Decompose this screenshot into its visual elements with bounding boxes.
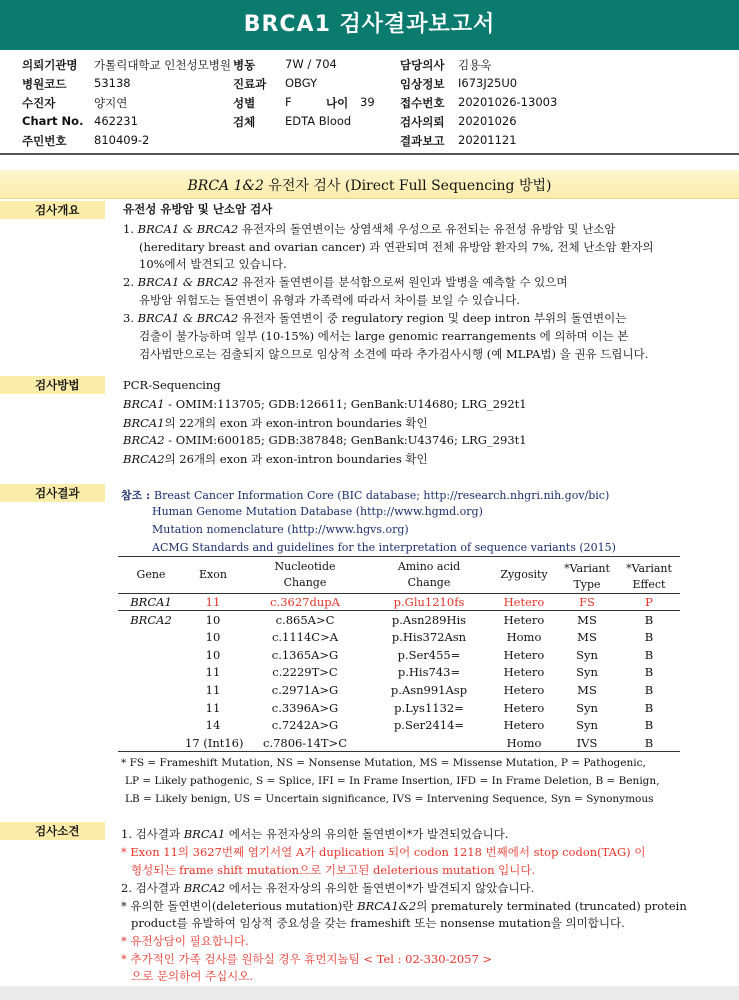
method-line: BRCA2의 26개의 exon 과 exon-intron boundaries 확인 [123, 452, 428, 466]
cell-nuc: c.2229T>C [272, 665, 338, 680]
info-label: 검사의뢰 [400, 115, 445, 129]
specimen-value: EDTA Blood [285, 114, 352, 128]
cell-aa: p.His372Asn [391, 630, 467, 645]
opinion-line: product를 유발하여 임상적 중요성을 갖는 frameshift 또는 nonsense mutation을 의미합니다. [131, 916, 625, 930]
col-header-exon: Exon [199, 568, 227, 581]
cell-nuc: c.3627dupA [270, 595, 340, 609]
cell-type: Syn [576, 665, 598, 680]
overview-line: 검사법만으로는 검출되지 않으므로 임상적 소견에 따라 추가검사시행 (예 MLPA법) 을 권유 드립니다. [139, 347, 649, 361]
cell-type: FS [579, 595, 595, 609]
cell-nuc: c.2971A>G [271, 683, 339, 697]
cell-gene: BRCA2 [130, 612, 172, 627]
col-header-amino-acid: Amino acid Change [397, 560, 461, 589]
opinion-line: * 추가적인 가족 검사를 원하실 경우 휴먼지놈팀 < Tel : 02-330-2057 > [121, 952, 493, 966]
footnote-line: LB = Likely benign, US = Uncertain significance, IVS = Intervening Sequence, Syn = Synonymous [125, 793, 654, 805]
table-bottom-rule [118, 751, 680, 752]
method-line: PCR-Sequencing [123, 378, 221, 392]
page-bottom-band [0, 986, 739, 1000]
method-title-italic: BRCA 1&2 [187, 178, 264, 194]
reference-line: Human Genome Mutation Database (http://www.hgmd.org) [152, 505, 483, 518]
info-label: 접수번호 [400, 96, 445, 110]
col-header-variant-effect: *Variant Effect [626, 562, 672, 591]
table-top-rule [118, 556, 680, 557]
cell-aa: p.Ser2414= [393, 718, 465, 733]
cell-effect: B [644, 718, 654, 733]
overview-line: 검출이 불가능하며 일부 (10-15%) 에서는 large genomic rearrangements 에 의하며 이는 본 [139, 329, 629, 343]
cell-zyg: Hetero [503, 665, 545, 680]
cell-nuc: c.1114C>A [271, 630, 339, 645]
reference-line: ACMG Standards and guidelines for the interpretation of sequence variants (2015) [152, 541, 616, 554]
overview-line: 2. BRCA1 & BRCA2 유전자 돌연변이를 분석함으로써 원인과 발병을 예측할 수 있으며 [123, 275, 568, 289]
opinion-line: * Exon 11의 3627번째 염기서열 A가 duplication 되어 codon 1218 번째에서 stop codon(TAG) 이 [121, 845, 646, 859]
info-value: 20201026-13003 [458, 95, 558, 109]
age-label: 나이 [326, 96, 349, 110]
cell-type: IVS [576, 735, 598, 750]
cell-exon: 10 [205, 647, 221, 662]
cell-aa: p.Lys1132= [394, 700, 464, 715]
info-value: 양지연 [94, 96, 128, 110]
cell-nuc: c.3396A>G [271, 700, 339, 715]
cell-type: MS [577, 683, 597, 697]
footnote-line: * FS = Frameshift Mutation, NS = Nonsense Mutation, MS = Missense Mutation, P = Pathogenic, [121, 757, 646, 769]
overview-line: 유방암 위험도는 돌연변이 유형과 가족력에 따라서 차이를 보일 수 있습니다. [139, 293, 520, 307]
cell-exon: 11 [205, 595, 221, 609]
overview-line: (hereditary breast and ovarian cancer) 과 연관되며 전체 유방암 환자의 7%, 전체 난소암 환자의 [139, 240, 654, 254]
info-value: 810409-2 [94, 133, 150, 147]
method-title [0, 175, 739, 195]
info-value: 53138 [94, 76, 131, 90]
cell-effect: P [645, 595, 653, 609]
specimen-label: 검체 [233, 115, 256, 129]
reference-line: 참조 : Breast Cancer Information Core (BIC database; http://research.nhgri.nih.gov/bic) [121, 489, 610, 502]
cell-zyg: Hetero [503, 683, 545, 697]
col-header-nucleotide: Nucleotide Change [274, 560, 336, 589]
cell-type: Syn [576, 647, 598, 662]
opinion-line: * 유의한 돌연변이(deleterious mutation)란 BRCA1&2의 prematurely terminated (truncated) protein [121, 899, 687, 913]
dept-value: OBGY [285, 76, 318, 90]
table-header-rule [118, 593, 680, 594]
opinion-line: * 유전상담이 필요합니다. [121, 934, 249, 948]
cell-zyg: Hetero [503, 647, 545, 662]
section-label-result: 검사결과 [0, 484, 105, 502]
cell-aa: p.Asn991Asp [390, 683, 468, 697]
cell-nuc: c.865A>C [275, 612, 335, 627]
cell-aa: p.Asn289His [391, 612, 467, 627]
cell-nuc: c.7806-14T>C [263, 735, 347, 750]
opinion-line: 2. 검사결과 BRCA2 에서는 유전자상의 유의한 돌연변이*가 발견되지 않았습니다. [121, 881, 535, 895]
col-header-gene: Gene [136, 568, 166, 581]
age-value: 39 [360, 95, 375, 109]
overview-line: 3. BRCA1 & BRCA2 유전자 돌연변이 중 regulatory region 및 deep intron 부위의 돌연변이는 [123, 311, 627, 325]
col-header-variant-type: *Variant Type [564, 562, 610, 591]
info-label: 수진자 [22, 96, 56, 110]
cell-zyg: Hetero [503, 595, 545, 609]
info-value: 20201026 [458, 114, 517, 128]
cell-type: Syn [576, 718, 598, 733]
cell-exon: 11 [205, 683, 221, 697]
cell-zyg: Hetero [503, 612, 545, 627]
divider [0, 153, 739, 155]
info-value: 20201121 [458, 133, 517, 147]
info-value: 김용욱 [458, 58, 492, 72]
cell-zyg: Homo [506, 630, 542, 645]
section-label-method: 검사방법 [0, 376, 105, 394]
ward-value: 7W / 704 [285, 57, 337, 71]
cell-exon: 11 [205, 700, 221, 715]
cell-aa: p.Ser455= [397, 647, 461, 662]
cell-type: MS [577, 612, 597, 627]
info-value: 가톨릭대학교 인천성모병원 [94, 58, 231, 72]
info-label: 임상정보 [400, 77, 445, 91]
method-line: BRCA1 - OMIM:113705; GDB:126611; GenBank:U14680; LRG_292t1 [123, 397, 527, 411]
info-label: 병원코드 [22, 77, 67, 91]
info-label: 담당의사 [400, 58, 445, 72]
method-line: BRCA2 - OMIM:600185; GDB:387848; GenBank:U43746; LRG_293t1 [123, 433, 527, 447]
info-value: 462231 [94, 114, 138, 128]
cell-zyg: Hetero [503, 700, 545, 715]
cell-aa: p.Glu1210fs [393, 595, 465, 609]
cell-exon: 17 (Int16) [185, 735, 244, 750]
cell-zyg: Hetero [503, 718, 545, 733]
method-line: BRCA1의 22개의 exon 과 exon-intron boundaries 확인 [123, 416, 428, 430]
cell-nuc: c.1365A>G [271, 647, 339, 662]
opinion-line: 1. 검사결과 BRCA1 에서는 유전자상의 유의한 돌연변이*가 발견되었습니다. [121, 827, 509, 841]
section-label-overview: 검사개요 [0, 201, 105, 219]
sex-value: F [285, 95, 292, 109]
cell-effect: B [644, 612, 654, 627]
cell-effect: B [644, 700, 654, 715]
reference-line: Mutation nomenclature (http://www.hgvs.org) [152, 523, 409, 536]
cell-exon: 10 [205, 612, 221, 627]
cell-zyg: Homo [506, 735, 542, 750]
cell-nuc: c.7242A>G [271, 718, 339, 733]
info-value: I673J25U0 [458, 76, 518, 90]
cell-effect: B [644, 647, 654, 662]
cell-effect: B [644, 735, 654, 750]
cell-exon: 14 [205, 718, 221, 733]
cell-effect: B [644, 683, 654, 697]
cell-exon: 11 [205, 665, 221, 680]
ward-label: 병동 [233, 58, 256, 72]
cell-gene: BRCA1 [130, 595, 172, 609]
info-label: Chart No. [22, 114, 84, 128]
overview-line: 1. BRCA1 & BRCA2 유전자의 돌연변이는 상염색체 우성으로 유전되는 유전성 유방암 및 난소암 [123, 222, 616, 236]
dept-label: 진료과 [233, 77, 267, 91]
cell-type: MS [577, 630, 597, 645]
cell-exon: 10 [205, 630, 221, 645]
report-title: BRCA1 검사결과보고서 [0, 0, 739, 50]
overview-heading: 유전성 유방암 및 난소암 검사 [123, 202, 273, 216]
info-label: 의뢰기관명 [22, 58, 78, 72]
col-header-zygosity: Zygosity [500, 568, 548, 581]
section-label-opinion: 검사소견 [0, 822, 105, 840]
info-label: 결과보고 [400, 134, 445, 148]
cell-type: Syn [576, 700, 598, 715]
method-title-rest: 유전자 검사 (Direct Full Sequencing 방법) [263, 178, 552, 194]
footnote-line: LP = Likely pathogenic, S = Splice, IFI = In Frame Insertion, IFD = In Frame Deletion, B = Benign, [125, 775, 660, 787]
opinion-line: 형성되는 frame shift mutation으로 기보고된 deleterious mutation 입니다. [131, 863, 536, 877]
info-label: 주민번호 [22, 134, 67, 148]
cell-aa: p.His743= [397, 665, 461, 680]
opinion-line: 으로 문의하여 주십시오. [131, 969, 254, 983]
sex-label: 성별 [233, 96, 256, 110]
highlight-rule [118, 610, 680, 611]
overview-line: 10%에서 발견되고 있습니다. [139, 257, 287, 271]
cell-effect: B [644, 665, 654, 680]
cell-effect: B [644, 630, 654, 645]
